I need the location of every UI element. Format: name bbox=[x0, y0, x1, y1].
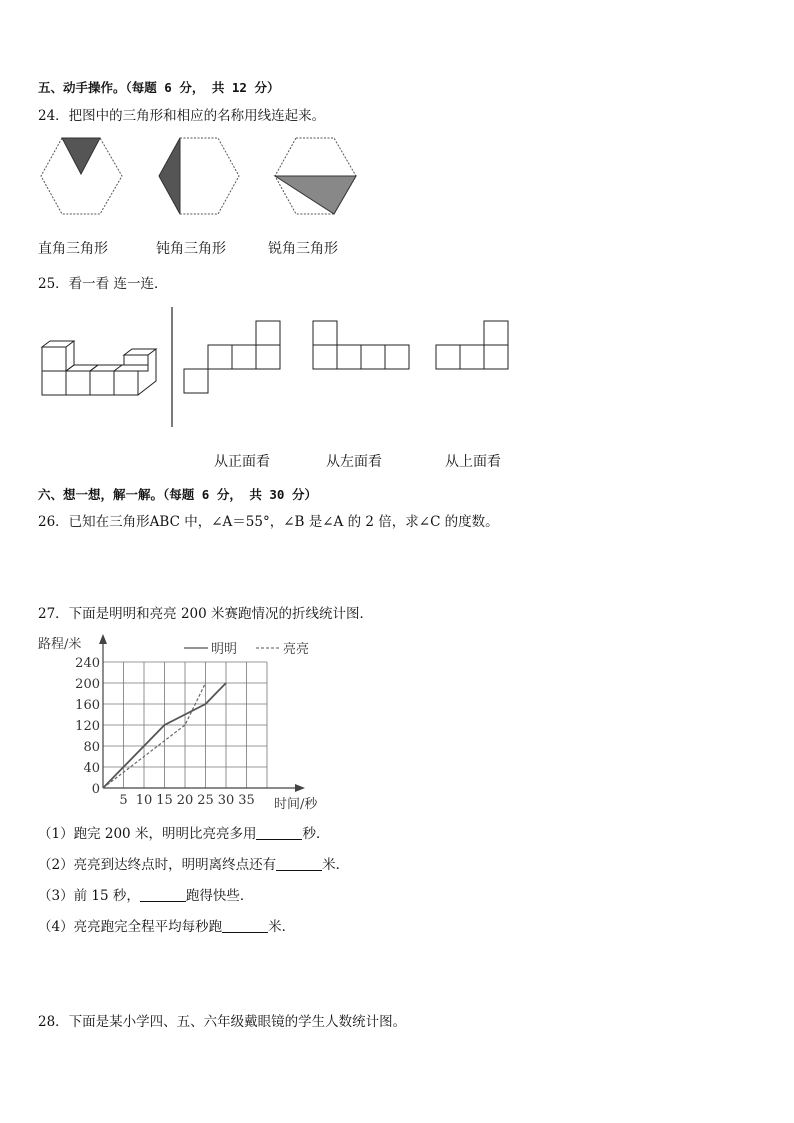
y-axis-label: 路程/米 bbox=[38, 637, 82, 652]
section-5-title: 五、动手操作。（每题 6 分， 共 12 分） bbox=[38, 80, 280, 95]
hexagon-2 bbox=[159, 138, 239, 214]
x-axis-arrow bbox=[295, 784, 305, 792]
x-tick-label: 10 bbox=[135, 793, 153, 808]
section-6-title: 六、想一想，解一解。（每题 6 分， 共 30 分） bbox=[38, 487, 317, 502]
question-27-text: 27．下面是明明和亮亮 200 米赛跑情况的折线统计图． bbox=[38, 606, 374, 622]
sub1-prefix: （1）跑完 200 米，明明比亮亮多用 bbox=[38, 826, 257, 842]
question-27-sub3 bbox=[38, 884, 253, 904]
chart-legend bbox=[184, 642, 309, 657]
view-label-front: 从正面看 bbox=[214, 454, 270, 470]
question-27-sub1 bbox=[38, 822, 329, 842]
sub3-prefix: （3）前 15 秒， bbox=[38, 888, 140, 904]
triangle-name-acute: 锐角三角形 bbox=[268, 241, 338, 257]
y-tick-label: 80 bbox=[83, 740, 100, 755]
y-tick-label: 40 bbox=[83, 761, 100, 776]
answer-blank-1[interactable] bbox=[256, 825, 302, 840]
hexagon-1 bbox=[41, 138, 122, 214]
triangle-name-obtuse: 钝角三角形 bbox=[156, 241, 226, 257]
answer-blank-3[interactable] bbox=[140, 887, 186, 902]
x-axis-label: 时间/秒 bbox=[274, 797, 318, 812]
y-axis-arrow bbox=[99, 634, 107, 644]
hexagon-3 bbox=[275, 138, 356, 214]
x-tick-label: 25 bbox=[197, 793, 214, 808]
triangle-2 bbox=[159, 138, 180, 214]
view-label-top: 从上面看 bbox=[445, 454, 501, 470]
answer-blank-2[interactable] bbox=[276, 856, 322, 871]
sub2-suffix: 米． bbox=[322, 857, 350, 873]
question-24-text: 24．把图中的三角形和相应的名称用线连起来。 bbox=[38, 108, 326, 124]
y-tick-label: 240 bbox=[75, 656, 100, 671]
legend-label-1: 亮亮 bbox=[283, 642, 310, 657]
x-tick-label: 5 bbox=[119, 793, 128, 808]
y-tick-label: 160 bbox=[75, 698, 100, 713]
triangle-name-right: 直角三角形 bbox=[38, 241, 108, 257]
y-tick-label: 0 bbox=[91, 782, 100, 797]
view-left bbox=[313, 321, 409, 369]
race-line-chart bbox=[36, 630, 356, 815]
sub4-suffix: 米． bbox=[268, 919, 296, 935]
cube-solid bbox=[42, 341, 156, 395]
question-26-text: 26．已知在三角形ABC 中，∠A＝55°，∠B 是∠A 的 2 倍，求∠C 的度数。 bbox=[38, 514, 499, 530]
view-front bbox=[184, 321, 280, 393]
question-27-sub4 bbox=[38, 915, 295, 935]
chart-ticks bbox=[75, 656, 255, 808]
x-tick-label: 35 bbox=[238, 793, 255, 808]
x-tick-label: 15 bbox=[156, 793, 173, 808]
question-25-text: 25．看一看 连一连． bbox=[38, 276, 168, 292]
triangle-1 bbox=[62, 138, 100, 174]
view-top bbox=[436, 321, 508, 369]
sub3-suffix: 跑得快些． bbox=[185, 888, 254, 904]
chart-axes bbox=[99, 634, 305, 792]
x-tick-label: 20 bbox=[176, 793, 194, 808]
sub2-prefix: （2）亮亮到达终点时，明明离终点还有 bbox=[38, 857, 277, 873]
question-27-sub2 bbox=[38, 853, 349, 873]
answer-blank-4[interactable] bbox=[222, 918, 268, 933]
view-label-left: 从左面看 bbox=[326, 454, 382, 470]
y-tick-label: 120 bbox=[75, 719, 100, 734]
sub4-prefix: （4）亮亮跑完全程平均每秒跑 bbox=[38, 919, 223, 935]
question-28-text: 28．下面是某小学四、五、六年级戴眼镜的学生人数统计图。 bbox=[38, 1014, 407, 1030]
triangle-3 bbox=[275, 176, 356, 214]
x-tick-label: 30 bbox=[217, 793, 235, 808]
hexagon-figures bbox=[38, 134, 378, 224]
cube-views-figure bbox=[38, 305, 518, 435]
legend-label-0: 明明 bbox=[211, 642, 238, 657]
y-tick-label: 200 bbox=[75, 677, 100, 692]
sub1-suffix: 秒． bbox=[302, 826, 330, 842]
